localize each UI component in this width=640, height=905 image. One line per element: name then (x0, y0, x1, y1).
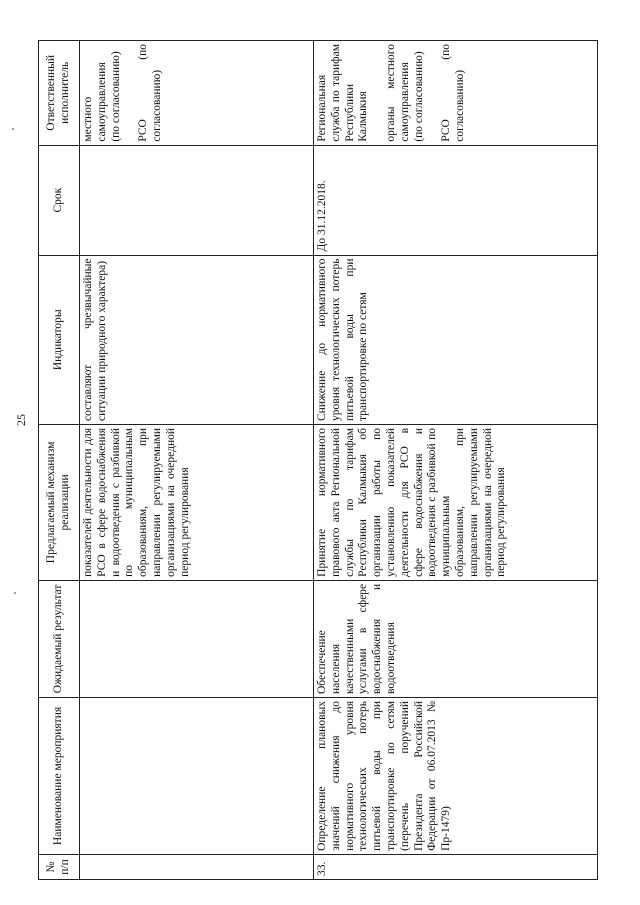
header-mechanism: Предлагаемый механизм реализации (39, 424, 80, 580)
row-indicators: Снижение до нормативного уровня технологических потерь питьевой воды при транспортировке по сетям (314, 255, 598, 424)
row-mechanism: Принятие нормативного правового акта Региональной службы по тарифам Республики Калмыкия об организации работы по установлению показателей деятельности для РСО в сфере водоснабжения и водоотведения с разбивкой по муниципальным образованиям, при направлении регулируемыми организациями на очередной период регулирования (314, 424, 598, 580)
row-mechanism: показателей деятельности для РСО в сфере водоснабжения и водоотведения с разбивкой по муниципальным образованиям, при направлении регулируемыми организациями на очередной период регулирования (80, 424, 314, 580)
row-responsible: Региональная служба по тарифам Республики Калмыкия органы местного самоуправления (по согласованию) РСО (по согласованию) (314, 41, 598, 146)
row-expected-result: Обеспечение населения качественными услугами в сфере водоснабжения и водоотведения (314, 580, 598, 697)
row-number: 33. (314, 854, 598, 879)
page-number: 25 (14, 414, 28, 426)
row-measure-name (80, 698, 314, 855)
table-header-row (39, 41, 80, 880)
scan-speck (14, 592, 16, 594)
row-indicators: составляют чрезвычайные ситуации природного характера) (80, 255, 314, 424)
table-row (80, 41, 314, 880)
row-term (80, 145, 314, 255)
row-measure-name: Определение плановых значений снижения до нормативного уровня технологических потерь питьевой воды при транспортировке по сетям (перечень поручений Президента Российской Федерации от 06.07.2013 № Пр-1479) (314, 698, 598, 855)
header-number: № п/п (39, 854, 80, 879)
header-expected-result: Ожидаемый результат (39, 580, 80, 697)
row-number (80, 854, 314, 879)
row-responsible: местного самоуправления (по согласованию) РСО (по согласованию) (80, 41, 314, 146)
header-measure-name: Наименование мероприятия (39, 698, 80, 855)
scan-speck (12, 128, 14, 130)
measures-table (38, 40, 598, 880)
header-term: Срок (39, 145, 80, 255)
row-expected-result (80, 580, 314, 697)
rotated-table-wrapper (38, 40, 598, 880)
header-responsible: Ответственный исполнитель (39, 41, 80, 146)
header-indicators: Индикаторы (39, 255, 80, 424)
row-term: До 31.12.2018. (314, 145, 598, 255)
table-row (314, 41, 598, 880)
